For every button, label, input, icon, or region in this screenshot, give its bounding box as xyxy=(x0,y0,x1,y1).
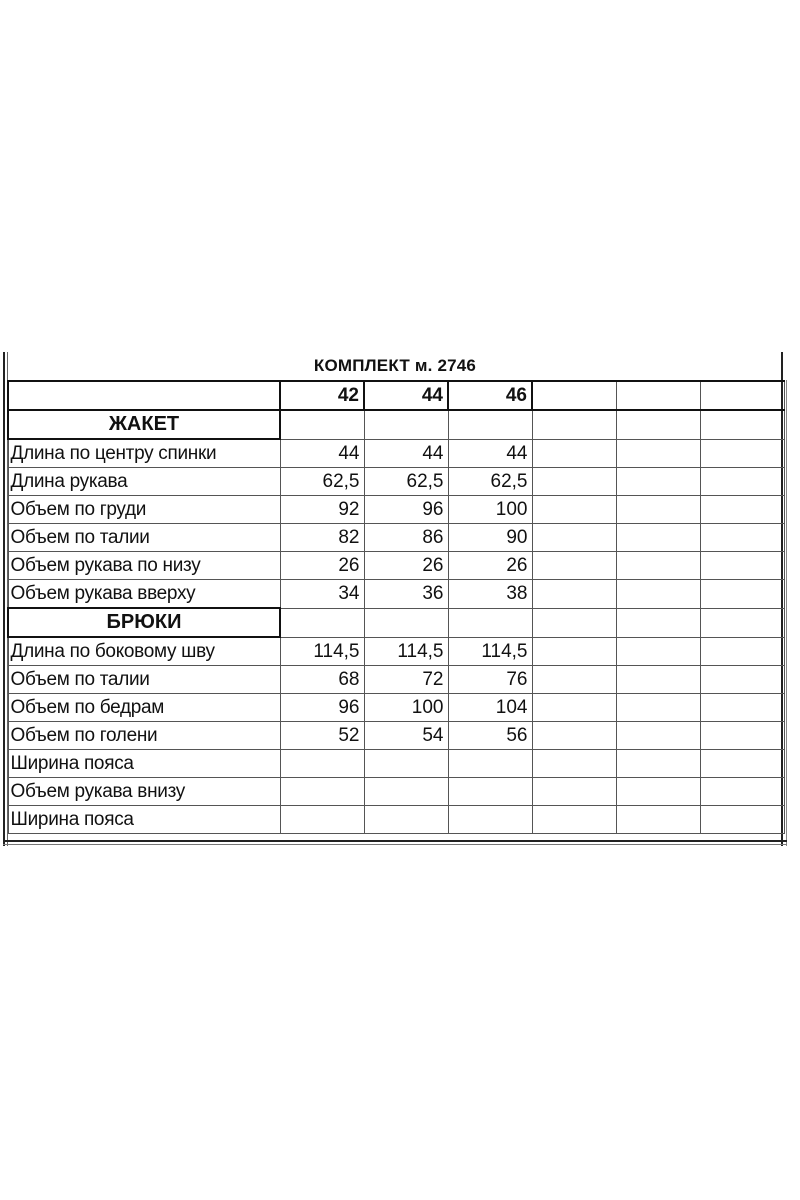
size-44-header: 44 xyxy=(364,381,448,410)
size-42-header: 42 xyxy=(280,381,364,410)
measurements-table xyxy=(7,380,785,834)
value-cell xyxy=(280,778,364,806)
value-cell: 114,5 xyxy=(364,637,448,666)
value-cell xyxy=(364,806,448,834)
table-row xyxy=(8,750,784,778)
value-cell: 62,5 xyxy=(364,468,448,496)
value-cell: 62,5 xyxy=(280,468,364,496)
value-cell xyxy=(280,750,364,778)
value-cell: 92 xyxy=(280,496,364,524)
value-cell: 86 xyxy=(364,524,448,552)
value-cell: 96 xyxy=(364,496,448,524)
value-cell: 44 xyxy=(364,439,448,468)
value-cell xyxy=(364,778,448,806)
frame-left xyxy=(3,352,5,846)
table-row xyxy=(8,694,784,722)
value-cell: 62,5 xyxy=(448,468,532,496)
table-row xyxy=(8,666,784,694)
value-cell: 82 xyxy=(280,524,364,552)
header-corner xyxy=(8,381,280,410)
empty-header-cell xyxy=(616,381,700,410)
value-cell: 96 xyxy=(280,694,364,722)
value-cell: 44 xyxy=(280,439,364,468)
value-cell: 26 xyxy=(448,552,532,580)
section-title-pants: БРЮКИ xyxy=(8,608,280,637)
value-cell: 38 xyxy=(448,580,532,609)
value-cell: 56 xyxy=(448,722,532,750)
row-label: Объем по бедрам xyxy=(8,694,280,722)
value-cell xyxy=(448,750,532,778)
frame-bottom-inner xyxy=(3,844,787,845)
value-cell: 104 xyxy=(448,694,532,722)
row-label: Объем рукава вверху xyxy=(8,580,280,609)
row-label: Ширина пояса xyxy=(8,750,280,778)
empty-header-cell xyxy=(700,381,784,410)
table-row xyxy=(8,806,784,834)
value-cell: 114,5 xyxy=(448,637,532,666)
value-cell xyxy=(448,806,532,834)
section-row-jacket xyxy=(8,410,784,439)
table-row xyxy=(8,524,784,552)
value-cell: 76 xyxy=(448,666,532,694)
table-row xyxy=(8,637,784,666)
value-cell: 26 xyxy=(280,552,364,580)
empty-header-cell xyxy=(532,381,616,410)
value-cell: 100 xyxy=(364,694,448,722)
row-label: Объем рукава внизу xyxy=(8,778,280,806)
size-chart xyxy=(3,352,787,846)
frame-bottom xyxy=(3,840,787,842)
value-cell xyxy=(448,778,532,806)
row-label: Длина по центру спинки xyxy=(8,439,280,468)
size-46-header: 46 xyxy=(448,381,532,410)
table-row xyxy=(8,468,784,496)
row-label: Объем рукава по низу xyxy=(8,552,280,580)
value-cell: 44 xyxy=(448,439,532,468)
table-row xyxy=(8,580,784,609)
value-cell: 68 xyxy=(280,666,364,694)
table-row xyxy=(8,552,784,580)
table-row xyxy=(8,496,784,524)
frame-right-outer xyxy=(786,380,787,846)
size-header-row xyxy=(8,381,784,410)
value-cell xyxy=(280,806,364,834)
value-cell: 52 xyxy=(280,722,364,750)
row-label: Ширина пояса xyxy=(8,806,280,834)
table-row xyxy=(8,722,784,750)
chart-title: КОМПЛЕКТ м. 2746 xyxy=(313,356,477,375)
value-cell: 26 xyxy=(364,552,448,580)
value-cell: 72 xyxy=(364,666,448,694)
value-cell: 54 xyxy=(364,722,448,750)
row-label: Объем по груди xyxy=(8,496,280,524)
row-label: Длина по боковому шву xyxy=(8,637,280,666)
row-label: Длина рукава xyxy=(8,468,280,496)
value-cell xyxy=(364,750,448,778)
value-cell: 36 xyxy=(364,580,448,609)
section-title-jacket: ЖАКЕТ xyxy=(8,410,280,439)
section-row-pants xyxy=(8,608,784,637)
row-label: Объем по талии xyxy=(8,524,280,552)
table-row xyxy=(8,778,784,806)
value-cell: 90 xyxy=(448,524,532,552)
row-label: Объем по талии xyxy=(8,666,280,694)
value-cell: 100 xyxy=(448,496,532,524)
value-cell: 114,5 xyxy=(280,637,364,666)
value-cell: 34 xyxy=(280,580,364,609)
table-row xyxy=(8,439,784,468)
row-label: Объем по голени xyxy=(8,722,280,750)
